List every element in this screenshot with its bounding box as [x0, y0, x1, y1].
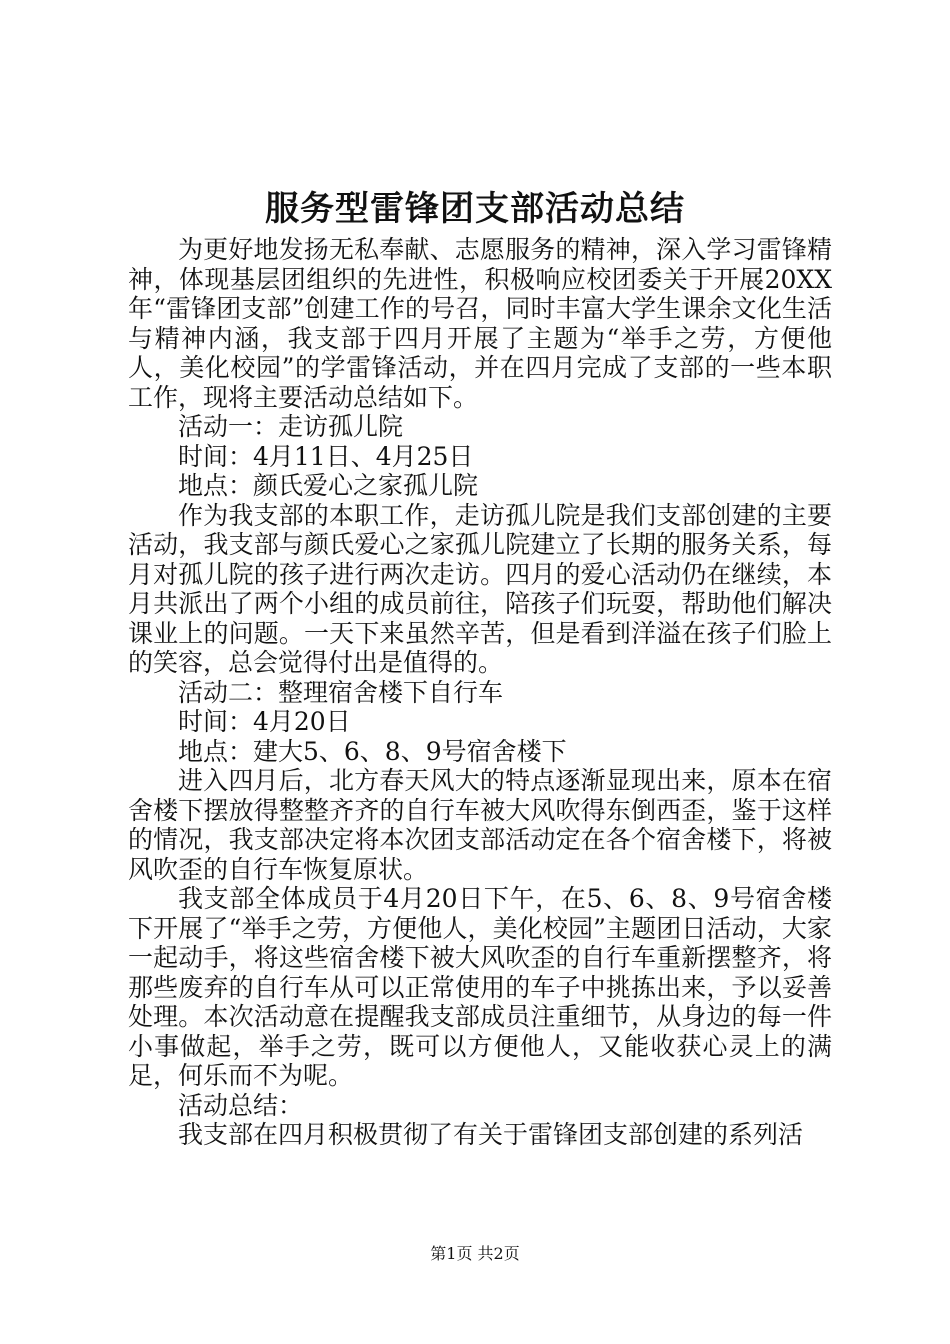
activity-two-background: 进入四月后，北方春天风大的特点逐渐显现出来，原本在宿舍楼下摆放得整整齐齐的自行车被大风吹得东倒西歪，鉴于这样的情况，我支部决定将本次团支部活动定在各个宿舍楼下，将被风吹歪的自行车恢复原状。	[128, 766, 832, 884]
activity-two-description: 我支部全体成员于4月20日下午，在5、6、8、9号宿舍楼下开展了“举手之劳，方便他人，美化校园”主题团日活动，大家一起动手，将这些宿舍楼下被大风吹歪的自行车重新摆整齐，将那些废弃的自行车从可以正常使用的车子中挑拣出来，予以妥善处理。本次活动意在提醒我支部成员注重细节，从身边的每一件小事做起，举手之劳，既可以方便他人，又能收获心灵上的满足，何乐而不为呢。	[128, 884, 832, 1090]
activity-two-heading: 活动二：整理宿舍楼下自行车	[178, 677, 504, 707]
activity-one-heading: 活动一：走访孤儿院	[178, 412, 404, 441]
document-body	[128, 235, 832, 1150]
document-title: 服务型雷锋团支部活动总结	[265, 189, 685, 229]
activity-one-description: 作为我支部的本职工作，走访孤儿院是我们支部创建的主要活动，我支部与颜氏爱心之家孤儿院建立了长期的服务关系，每月对孤儿院的孩子进行两次走访。四月的爱心活动仍在继续，本月共派出了两个小组的成员前往，陪孩子们玩耍，帮助他们解决课业上的问题。一天下来虽然辛苦，但是看到洋溢在孩子们脸上的笑容，总会觉得付出是值得的。	[128, 500, 832, 677]
activity-one-location: 地点：颜氏爱心之家孤儿院	[178, 471, 479, 500]
activity-two-time: 时间：4月20日	[178, 707, 351, 736]
paragraph-intro: 为更好地发扬无私奉献、志愿服务的精神，深入学习雷锋精神，体现基层团组织的先进性，积极响应校团委关于开展20XX年“雷锋团支部”创建工作的号召，同时丰富大学生课余文化生活与精神内涵，我支部于四月开展了主题为“举手之劳，方便他人，美化校园”的学雷锋活动，并在四月完成了支部的一些本职工作，现将主要活动总结如下。	[128, 235, 832, 412]
summary-paragraph: 我支部在四月积极贯彻了有关于雷锋团支部创建的系列活	[178, 1120, 804, 1149]
page-footer: 第1页 共2页	[430, 1244, 520, 1263]
activity-one-time: 时间：4月11日、4月25日	[178, 441, 474, 471]
summary-heading: 活动总结：	[178, 1090, 304, 1120]
activity-two-location: 地点：建大5、6、8、9号宿舍楼下	[178, 736, 567, 766]
